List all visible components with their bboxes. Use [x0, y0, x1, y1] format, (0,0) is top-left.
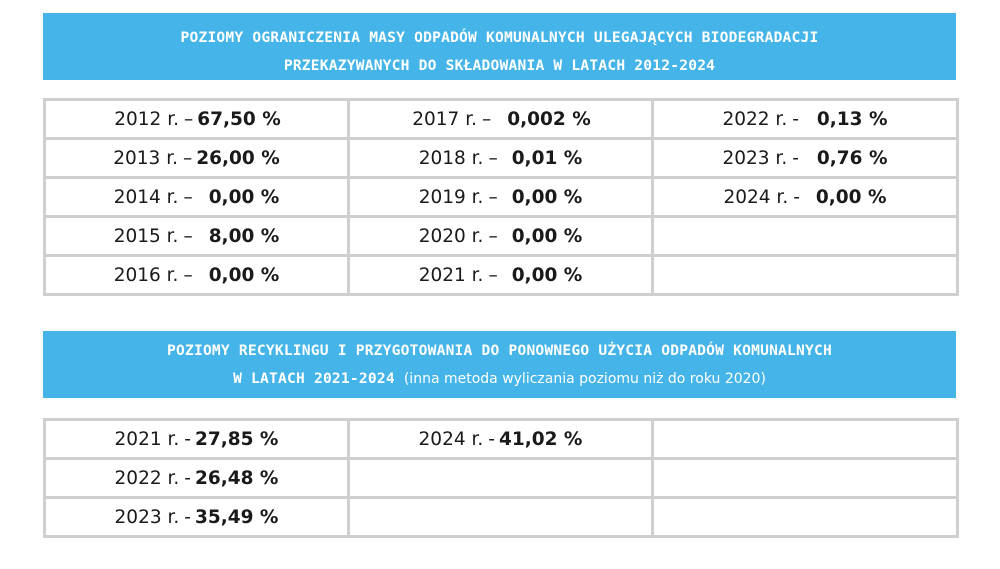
- year-label: 2022 r.: [114, 467, 180, 489]
- landfill-limits-table: [43, 98, 959, 296]
- separator: –: [488, 147, 498, 169]
- table-row: [45, 178, 958, 217]
- table-cell: [653, 139, 958, 178]
- recycling-levels-header: [43, 331, 956, 398]
- separator: -: [792, 108, 799, 130]
- table-cell: [653, 100, 958, 139]
- year-label: 2021 r.: [418, 264, 484, 286]
- recycling-levels-title-line2: [43, 365, 956, 393]
- table-row: [45, 100, 958, 139]
- separator: –: [183, 186, 193, 208]
- recycling-levels-years: W LATACH 2021-2024: [233, 370, 395, 387]
- table-cell: [349, 139, 653, 178]
- separator: -: [792, 147, 799, 169]
- percent-value: 0,00 %: [815, 186, 887, 208]
- empty-cell: [653, 459, 958, 498]
- year-label: 2020 r.: [418, 225, 484, 247]
- table-cell: [45, 498, 349, 537]
- table-cell: [349, 178, 653, 217]
- table-cell: [45, 139, 349, 178]
- year-label: 2012 r.: [114, 108, 179, 130]
- table-cell: [45, 178, 349, 217]
- separator: –: [184, 108, 194, 130]
- percent-value: 41,02 %: [498, 428, 583, 450]
- percent-value: 26,48 %: [194, 467, 279, 489]
- year-label: 2015 r.: [113, 225, 179, 247]
- recycling-levels-table: [43, 418, 959, 538]
- percent-value: 0,00 %: [511, 264, 583, 286]
- separator: –: [183, 147, 193, 169]
- landfill-limits-header: [43, 13, 956, 80]
- recycling-levels-note: (inna metoda wyliczania poziomu niż do roku 2020): [403, 371, 766, 387]
- table-cell: [653, 178, 958, 217]
- empty-cell: [653, 498, 958, 537]
- year-label: 2022 r.: [722, 108, 788, 130]
- percent-value: 67,50 %: [197, 108, 281, 130]
- percent-value: 35,49 %: [194, 506, 279, 528]
- empty-cell: [653, 217, 958, 256]
- year-label: 2024 r.: [418, 428, 484, 450]
- year-label: 2023 r.: [114, 506, 180, 528]
- landfill-limits-title-line1: POZIOMY OGRANICZENIA MASY ODPADÓW KOMUNALNYCH ULEGAJĄCYCH BIODEGRADACJI: [180, 29, 819, 46]
- table-cell: [45, 459, 349, 498]
- table-cell: [45, 217, 349, 256]
- percent-value: 26,00 %: [196, 147, 280, 169]
- separator: -: [488, 428, 495, 450]
- table-row: [45, 420, 958, 459]
- empty-cell: [653, 420, 958, 459]
- table-cell: [349, 100, 653, 139]
- table-cell: [45, 256, 349, 295]
- table-row: [45, 498, 958, 537]
- year-label: 2019 r.: [418, 186, 484, 208]
- percent-value: 0,00 %: [511, 225, 583, 247]
- separator: –: [488, 225, 498, 247]
- separator: –: [482, 108, 492, 130]
- separator: -: [184, 506, 191, 528]
- separator: -: [793, 186, 800, 208]
- percent-value: 27,85 %: [194, 428, 279, 450]
- year-label: 2018 r.: [418, 147, 484, 169]
- year-label: 2021 r.: [114, 428, 180, 450]
- empty-cell: [653, 256, 958, 295]
- year-label: 2017 r.: [412, 108, 477, 130]
- separator: -: [184, 428, 191, 450]
- separator: -: [184, 467, 191, 489]
- year-label: 2024 r.: [723, 186, 789, 208]
- separator: –: [488, 264, 498, 286]
- table-cell: [349, 256, 653, 295]
- percent-value: 8,00 %: [208, 225, 280, 247]
- table-cell: [45, 420, 349, 459]
- percent-value: 0,13 %: [816, 108, 888, 130]
- separator: –: [183, 225, 193, 247]
- recycling-levels-title-line1: POZIOMY RECYKLINGU I PRZYGOTOWANIA DO PONOWNEGO UŻYCIA ODPADÓW KOMUNALNYCH: [167, 342, 832, 359]
- table-cell: [45, 100, 349, 139]
- table-row: [45, 139, 958, 178]
- table-row: [45, 217, 958, 256]
- percent-value: 0,01 %: [511, 147, 583, 169]
- year-label: 2014 r.: [113, 186, 179, 208]
- separator: –: [183, 264, 193, 286]
- table-row: [45, 459, 958, 498]
- percent-value: 0,00 %: [511, 186, 583, 208]
- percent-value: 0,00 %: [208, 264, 280, 286]
- empty-cell: [349, 498, 653, 537]
- separator: –: [488, 186, 498, 208]
- year-label: 2023 r.: [722, 147, 788, 169]
- table-row: [45, 256, 958, 295]
- percent-value: 0,002 %: [507, 108, 591, 130]
- table-cell: [349, 420, 653, 459]
- table-cell: [349, 217, 653, 256]
- percent-value: 0,76 %: [816, 147, 888, 169]
- year-label: 2016 r.: [113, 264, 179, 286]
- year-label: 2013 r.: [113, 147, 178, 169]
- percent-value: 0,00 %: [208, 186, 280, 208]
- landfill-limits-title-line2: PRZEKAZYWANYCH DO SKŁADOWANIA W LATACH 2012-2024: [283, 57, 716, 74]
- empty-cell: [349, 459, 653, 498]
